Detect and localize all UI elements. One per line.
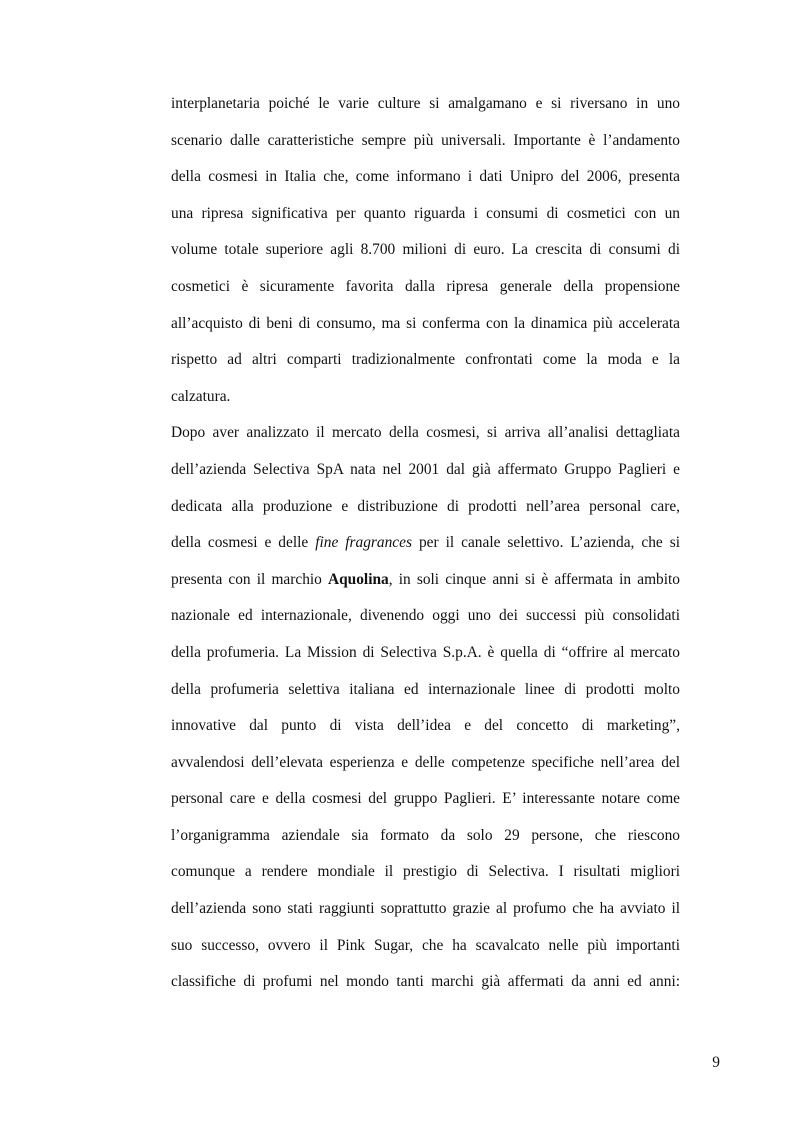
text-line: calzatura.	[171, 387, 231, 405]
text-line: dedicata alla produzione e distribuzione di prodotti nell’area personal care,	[171, 497, 680, 515]
paragraph-1	[171, 92, 680, 421]
text-line: suo successo, ovvero il Pink Sugar, che ha scavalcato nelle più importanti	[171, 936, 680, 954]
text-line: innovative dal punto di vista dell’idea e del concetto di marketing”,	[171, 717, 680, 735]
text-line: all’acquisto di beni di consumo, ma si conferma con la dinamica più accelerata	[171, 314, 680, 332]
text-line: una ripresa significativa per quanto riguarda i consumi di cosmetici con un	[171, 204, 680, 222]
text-line: della profumeria. La Mission di Selectiva S.p.A. è quella di “offrire al mercato	[171, 643, 680, 661]
brand-name: Aquolina	[328, 570, 389, 588]
text-line: rispetto ad altri comparti tradizionalmente confrontati come la moda e la	[171, 351, 680, 369]
text-line: volume totale superiore agli 8.700 milioni di euro. La crescita di consumi di	[171, 241, 680, 259]
italic-term: fine fragrances	[315, 534, 412, 552]
text-line: dell’azienda Selectiva SpA nata nel 2001 dal già affermato Gruppo Paglieri e	[171, 460, 680, 478]
text-line: classifiche di profumi nel mondo tanti marchi già affermati da anni ed anni:	[171, 973, 680, 991]
paragraph-2	[171, 421, 680, 1007]
text-line: avvalendosi dell’elevata esperienza e delle competenze specifiche nell’area del	[171, 753, 680, 771]
text-line: presenta con il marchio Aquolina, in soli cinque anni si è affermata in ambito	[171, 570, 680, 588]
text-line: nazionale ed internazionale, divenendo oggi uno dei successi più consolidati	[171, 607, 680, 625]
text-line: comunque a rendere mondiale il prestigio di Selectiva. I risultati migliori	[171, 863, 680, 881]
text-line: Dopo aver analizzato il mercato della cosmesi, si arriva all’analisi dettagliata	[171, 424, 680, 442]
text-line: scenario dalle caratteristiche sempre più universali. Importante è l’andamento	[171, 131, 680, 149]
text-line: cosmetici è sicuramente favorita dalla ripresa generale della propensione	[171, 277, 680, 295]
body-text	[171, 92, 680, 1007]
text-line: della profumeria selettiva italiana ed internazionale linee di prodotti molto	[171, 680, 680, 698]
page-number: 9	[712, 1054, 720, 1071]
text-line: interplanetaria poiché le varie culture si amalgamano e si riversano in uno	[171, 95, 680, 112]
text-line: l’organigramma aziendale sia formato da solo 29 persone, che riescono	[171, 826, 680, 844]
text-line: della cosmesi e delle fine fragrances per il canale selettivo. L’azienda, che si	[171, 534, 680, 552]
text-line: dell’azienda sono stati raggiunti soprattutto grazie al profumo che ha avviato il	[171, 900, 680, 918]
text-line: della cosmesi in Italia che, come informano i dati Unipro del 2006, presenta	[171, 168, 680, 186]
text-line: personal care e della cosmesi del gruppo Paglieri. E’ interessante notare come	[171, 790, 680, 808]
